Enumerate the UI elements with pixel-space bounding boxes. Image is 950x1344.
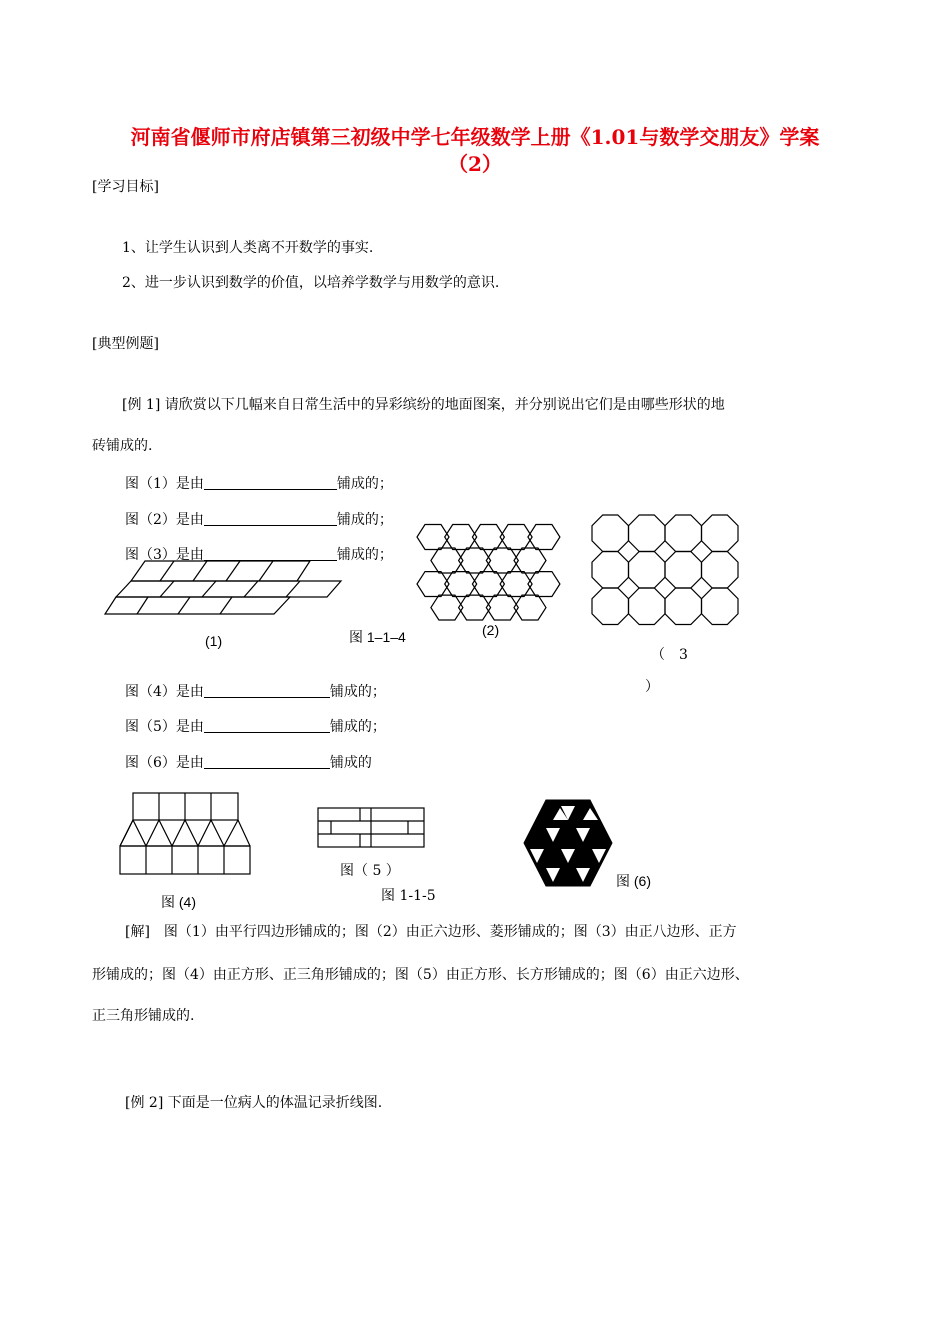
octagon-tile — [629, 588, 666, 625]
hexagon-tile — [486, 548, 518, 573]
hexagon-tile — [431, 595, 463, 620]
solution-line2: 形铺成的；图（4）由正方形、正三角形铺成的；图（5）由正方形、长方形铺成的；图（6）由正六边形、 — [92, 967, 749, 983]
fill-suffix: 铺成的； — [336, 547, 393, 563]
answer-blank[interactable] — [204, 511, 337, 526]
answer-blank[interactable] — [204, 475, 337, 490]
octagon-tile — [702, 588, 739, 625]
fig4-caption: 图 (4) — [161, 894, 196, 910]
fill-line-fig4 — [125, 683, 386, 699]
example2-text: [例 2] 下面是一位病人的体温记录折线图. — [125, 1095, 383, 1111]
fig5-caption: 图（ 5 ） — [340, 863, 400, 879]
hexagon-tile — [417, 525, 449, 550]
fill-prefix: 图（6）是由 — [125, 755, 204, 771]
fill-prefix: 图（5）是由 — [125, 719, 204, 735]
fill-prefix: 图（3）是由 — [125, 547, 204, 563]
hexagon-tile — [472, 572, 504, 597]
section-heading-goals: [学习目标] — [92, 179, 159, 195]
hexagon-tile — [431, 548, 463, 573]
fig6-caption: 图 (6) — [616, 873, 651, 889]
fill-suffix: 铺成的； — [336, 512, 393, 528]
fig1-caption: (1) — [205, 633, 223, 649]
octagon-tile — [702, 552, 739, 589]
fill-suffix: 铺成的 — [329, 755, 372, 771]
hexagon-tile — [486, 595, 518, 620]
hexagon-tile — [514, 548, 546, 573]
fig2-caption: (2) — [482, 622, 500, 638]
fill-prefix: 图（2）是由 — [125, 512, 204, 528]
octagon-tile — [629, 552, 666, 589]
goal-item: 1、让学生认识到人类离不开数学的事实. — [122, 240, 374, 256]
hexagon-tile — [417, 572, 449, 597]
hexagon-tile — [500, 572, 532, 597]
fig3-caption-part2: ） — [645, 679, 659, 695]
goal-item: 2、进一步认识到数学的价值，以培养学数学与用数学的意识. — [122, 275, 500, 291]
octagon-tile — [665, 515, 702, 552]
fill-line-fig5 — [125, 718, 386, 734]
fill-prefix: 图（4）是由 — [125, 684, 204, 700]
answer-blank[interactable] — [204, 754, 330, 769]
answer-blank[interactable] — [204, 546, 337, 561]
document-title-line1: 河南省偃师市府店镇第三初级中学七年级数学上册《1.01与数学交朋友》学案 — [130, 125, 820, 149]
fill-line-fig6 — [125, 754, 372, 770]
fill-suffix: 铺成的； — [336, 476, 393, 492]
fill-line-fig3 — [125, 546, 393, 562]
section-heading-examples: [典型例题] — [92, 336, 159, 352]
octagon-tile — [665, 588, 702, 625]
hexagon-tile — [500, 525, 532, 550]
fill-suffix: 铺成的； — [329, 719, 386, 735]
figure-group2-caption: 图 1-1-5 — [381, 888, 436, 904]
fill-prefix: 图（1）是由 — [125, 476, 204, 492]
octagon-tile — [629, 515, 666, 552]
octagon-tile — [592, 588, 629, 625]
hexagon-tile — [472, 525, 504, 550]
fig3-caption-part1: （ 3 — [651, 647, 688, 663]
octagon-tile — [592, 515, 629, 552]
fill-suffix: 铺成的； — [329, 684, 386, 700]
hexagon-tile — [459, 595, 491, 620]
example1-text-line2: 砖铺成的. — [92, 438, 153, 454]
octagon-tile — [702, 515, 739, 552]
fill-line-fig1 — [125, 475, 393, 491]
figure-group1-caption: 图 1–1–4 — [349, 629, 406, 645]
hexagon-tile — [459, 548, 491, 573]
hexagon-tile — [528, 572, 560, 597]
fill-line-fig2 — [125, 511, 393, 527]
hexagon-tile — [514, 595, 546, 620]
octagon-tile — [665, 552, 702, 589]
hexagon-tile — [445, 572, 477, 597]
answer-blank[interactable] — [204, 718, 330, 733]
document-title-line2: （2） — [448, 152, 502, 176]
answer-blank[interactable] — [204, 683, 330, 698]
hexagon-tile — [528, 525, 560, 550]
octagon-tile — [592, 552, 629, 589]
example1-text-line1: [例 1] 请欣赏以下几幅来自日常生活中的异彩缤纷的地面图案，并分别说出它们是由哪些形状的地 — [122, 397, 725, 413]
hexagon-tile — [445, 525, 477, 550]
solution-line1: [解] 图（1）由平行四边形铺成的；图（2）由正六边形、菱形铺成的；图（3）由正八边形、正方 — [125, 924, 737, 940]
solution-line3: 正三角形铺成的. — [92, 1008, 195, 1024]
